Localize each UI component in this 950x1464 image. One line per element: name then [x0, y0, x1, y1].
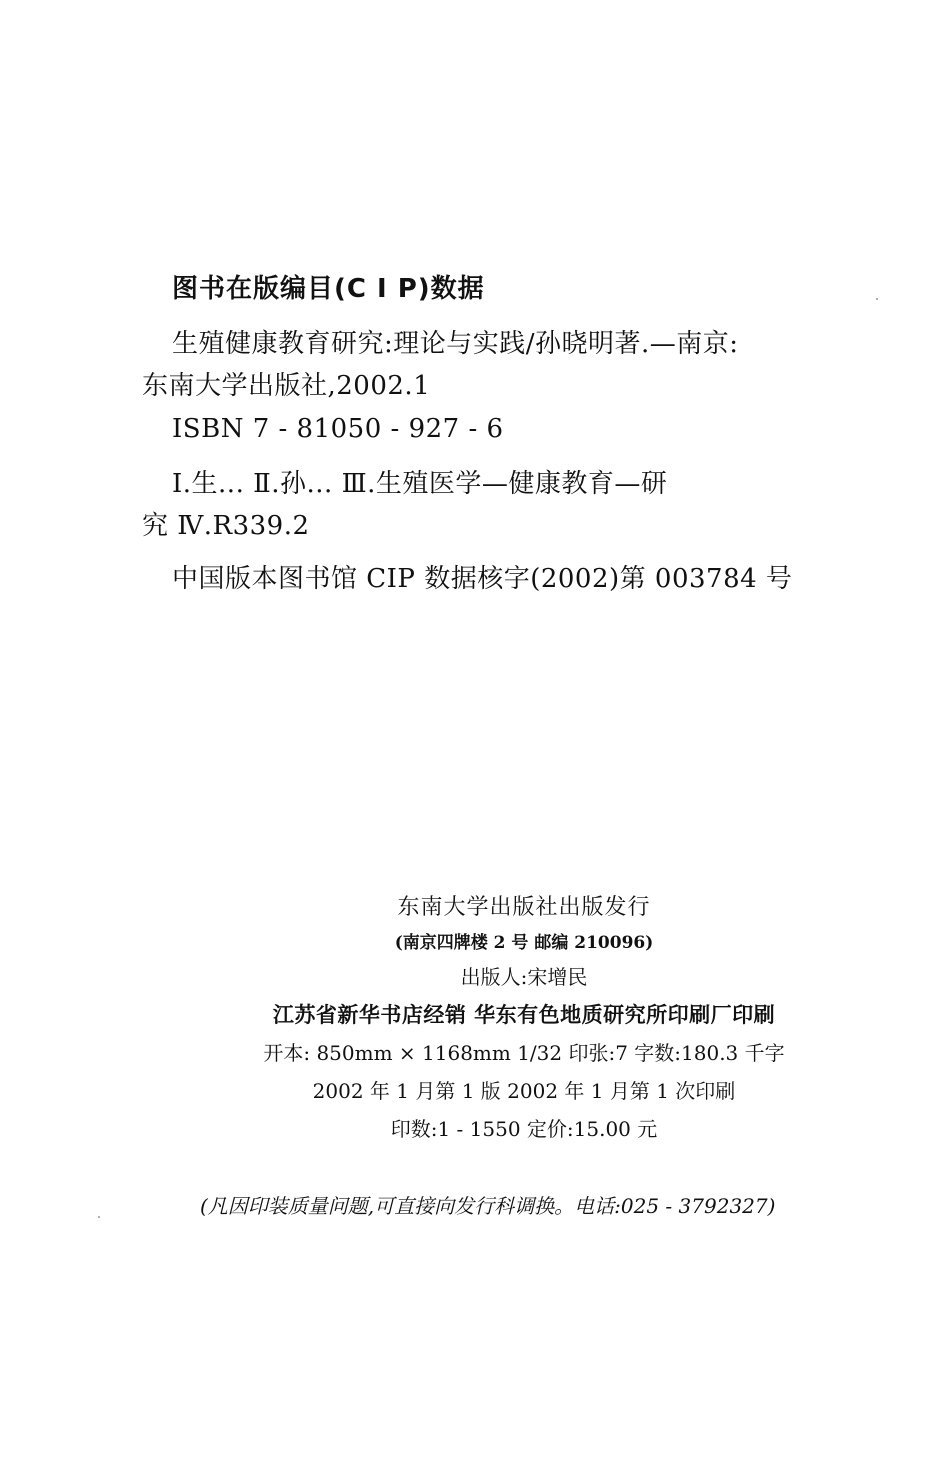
imprint-edition: 2002 年 1 月第 1 版 2002 年 1 月第 1 次印刷	[312, 1079, 736, 1103]
cip-approval-number: 中国版本图书馆 CIP 数据核字(2002)第 003784 号	[172, 564, 793, 594]
cip-title-line: 生殖健康教育研究:理论与实践/孙晓明著.—南京:	[172, 329, 739, 359]
imprint-print-run-price: 印数:1 - 1550 定价:15.00 元	[390, 1117, 658, 1141]
cip-subjects-line-1: Ⅰ.生... Ⅱ.孙... Ⅲ.生殖医学—健康教育—研	[172, 469, 668, 499]
imprint-responsible-publisher: 出版人:宋增民	[460, 965, 588, 989]
scan-speck	[876, 298, 878, 300]
imprint-format: 开本: 850mm × 1168mm 1/32 印张:7 字数:180.3 千字	[263, 1041, 785, 1065]
cip-subjects-line-2: 究 Ⅳ.R339.2	[142, 511, 310, 541]
imprint-address: (南京四牌楼 2 号 邮编 210096)	[394, 933, 654, 953]
cip-publisher-line: 东南大学出版社,2002.1	[142, 371, 431, 401]
imprint-publisher: 东南大学出版社出版发行	[397, 895, 651, 920]
imprint-distribution: 江苏省新华书店经销 华东有色地质研究所印刷厂印刷	[272, 1002, 776, 1027]
cip-heading: 图书在版编目(C I P)数据	[172, 274, 485, 304]
quality-notice: (凡因印装质量问题,可直接向发行科调换。电话:025 - 3792327)	[200, 1194, 776, 1218]
scan-speck	[98, 1216, 100, 1218]
cip-isbn: ISBN 7 - 81050 - 927 - 6	[172, 414, 504, 444]
